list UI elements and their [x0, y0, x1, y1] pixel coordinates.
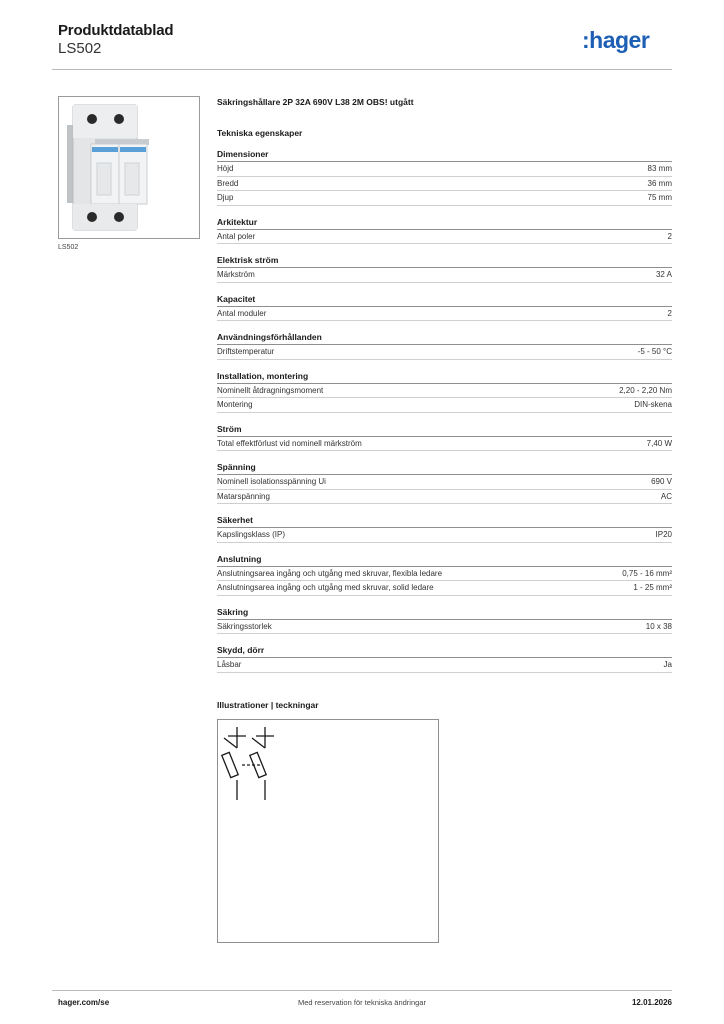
spec-label: Höjd [217, 164, 234, 173]
spec-row [217, 307, 672, 322]
footer-website[interactable]: hager.com/se [58, 998, 110, 1007]
spec-section [217, 254, 672, 283]
spec-label: Montering [217, 400, 253, 409]
header-divider [52, 69, 672, 70]
spec-row [217, 398, 672, 413]
spec-value: AC [660, 491, 672, 501]
spec-section-title: Säkring [217, 606, 672, 620]
spec-row [217, 567, 672, 582]
spec-value: Ja [663, 660, 672, 669]
spec-value: 690 V [651, 477, 672, 486]
spec-label: Antal poler [217, 231, 256, 241]
spec-row [217, 384, 672, 399]
spec-section [217, 216, 672, 245]
footer-divider [52, 990, 672, 991]
spec-label: Matarspänning [217, 491, 270, 501]
spec-label: Total effektförlust vid nominell märkström [217, 438, 362, 448]
fuse-symbol-drawing [218, 720, 438, 942]
spec-section-title: Säkerhet [217, 514, 672, 528]
spec-section [217, 553, 672, 596]
spec-label: Nominellt åtdragningsmoment [217, 385, 324, 395]
spec-value: 7,40 W [646, 438, 672, 448]
spec-row [217, 528, 672, 543]
spec-label: Kapslingsklass (IP) [217, 530, 286, 539]
illustration-frame [217, 719, 439, 943]
spec-row [217, 230, 672, 245]
spec-label: Märkström [217, 270, 255, 279]
spec-value: 75 mm [647, 193, 672, 202]
product-caption: LS502 [58, 244, 79, 251]
illustrations-heading: Illustrationer | teckningar [217, 700, 319, 710]
spec-section [217, 606, 672, 635]
spec-value: 0,75 - 16 mm² [622, 568, 672, 578]
spec-value: DIN-skena [634, 400, 672, 409]
spec-value: 83 mm [647, 164, 672, 173]
specifications [217, 96, 672, 683]
spec-value: 2 [667, 308, 672, 318]
product-title: Säkringshållare 2P 32A 690V L38 2M OBS! utgått [217, 97, 414, 107]
spec-label: Driftstemperatur [217, 347, 275, 356]
spec-value: 2,20 - 2,20 Nm [619, 385, 672, 395]
fuse-holder-picture [59, 97, 199, 238]
spec-row [217, 437, 672, 452]
spec-label: Bredd [217, 178, 239, 188]
spec-value: 1 - 25 mm² [633, 583, 672, 592]
technical-properties-heading: Tekniska egenskaper [217, 128, 303, 138]
spec-value: 10 x 38 [645, 621, 672, 631]
footer-disclaimer: Med reservation för tekniska ändringar [298, 998, 426, 1007]
hager-logo [582, 28, 672, 54]
page-header [58, 22, 672, 66]
spec-section [217, 644, 672, 673]
hager-logo-text: :hager [582, 28, 650, 53]
spec-row [217, 581, 672, 596]
spec-label: Djup [217, 193, 234, 202]
spec-label: Anslutningsarea ingång och utgång med skruvar, solid ledare [217, 583, 434, 592]
document-title: Produktdatablad [58, 22, 174, 39]
spec-value: 36 mm [647, 178, 672, 188]
spec-section-title: Ström [217, 423, 672, 437]
spec-label: Säkringsstorlek [217, 621, 272, 631]
spec-row [217, 620, 672, 635]
spec-row [217, 345, 672, 360]
spec-section [217, 293, 672, 322]
spec-label: Antal moduler [217, 308, 267, 318]
spec-row [217, 268, 672, 283]
spec-section-title: Installation, montering [217, 370, 672, 384]
spec-section [217, 423, 672, 452]
spec-row [217, 490, 672, 505]
spec-section [217, 331, 672, 360]
spec-section-title: Arkitektur [217, 216, 672, 230]
spec-label: Låsbar [217, 660, 242, 669]
spec-row [217, 177, 672, 192]
spec-row [217, 162, 672, 177]
spec-section [217, 514, 672, 543]
spec-label: Anslutningsarea ingång och utgång med skruvar, flexibla ledare [217, 568, 443, 578]
footer-date: 12.01.2026 [631, 998, 672, 1007]
spec-value: -5 - 50 °C [637, 347, 672, 356]
spec-row [217, 658, 672, 673]
spec-section-title: Användningsförhållanden [217, 331, 672, 345]
spec-value: 2 [667, 231, 672, 241]
spec-value: 32 A [655, 270, 672, 279]
spec-value: IP20 [655, 530, 672, 539]
spec-section-title: Anslutning [217, 553, 672, 567]
spec-section-title: Skydd, dörr [217, 644, 672, 658]
spec-section-title: Dimensioner [217, 148, 672, 162]
spec-sections [217, 148, 672, 673]
spec-row [217, 475, 672, 490]
spec-section [217, 148, 672, 206]
product-image [58, 96, 200, 239]
spec-section [217, 461, 672, 504]
spec-section [217, 370, 672, 413]
spec-label: Nominell isolationsspänning Ui [217, 477, 326, 486]
spec-row [217, 191, 672, 206]
spec-section-title: Kapacitet [217, 293, 672, 307]
spec-section-title: Elektrisk ström [217, 254, 672, 268]
document-subtitle: LS502 [58, 40, 102, 57]
spec-section-title: Spänning [217, 461, 672, 475]
